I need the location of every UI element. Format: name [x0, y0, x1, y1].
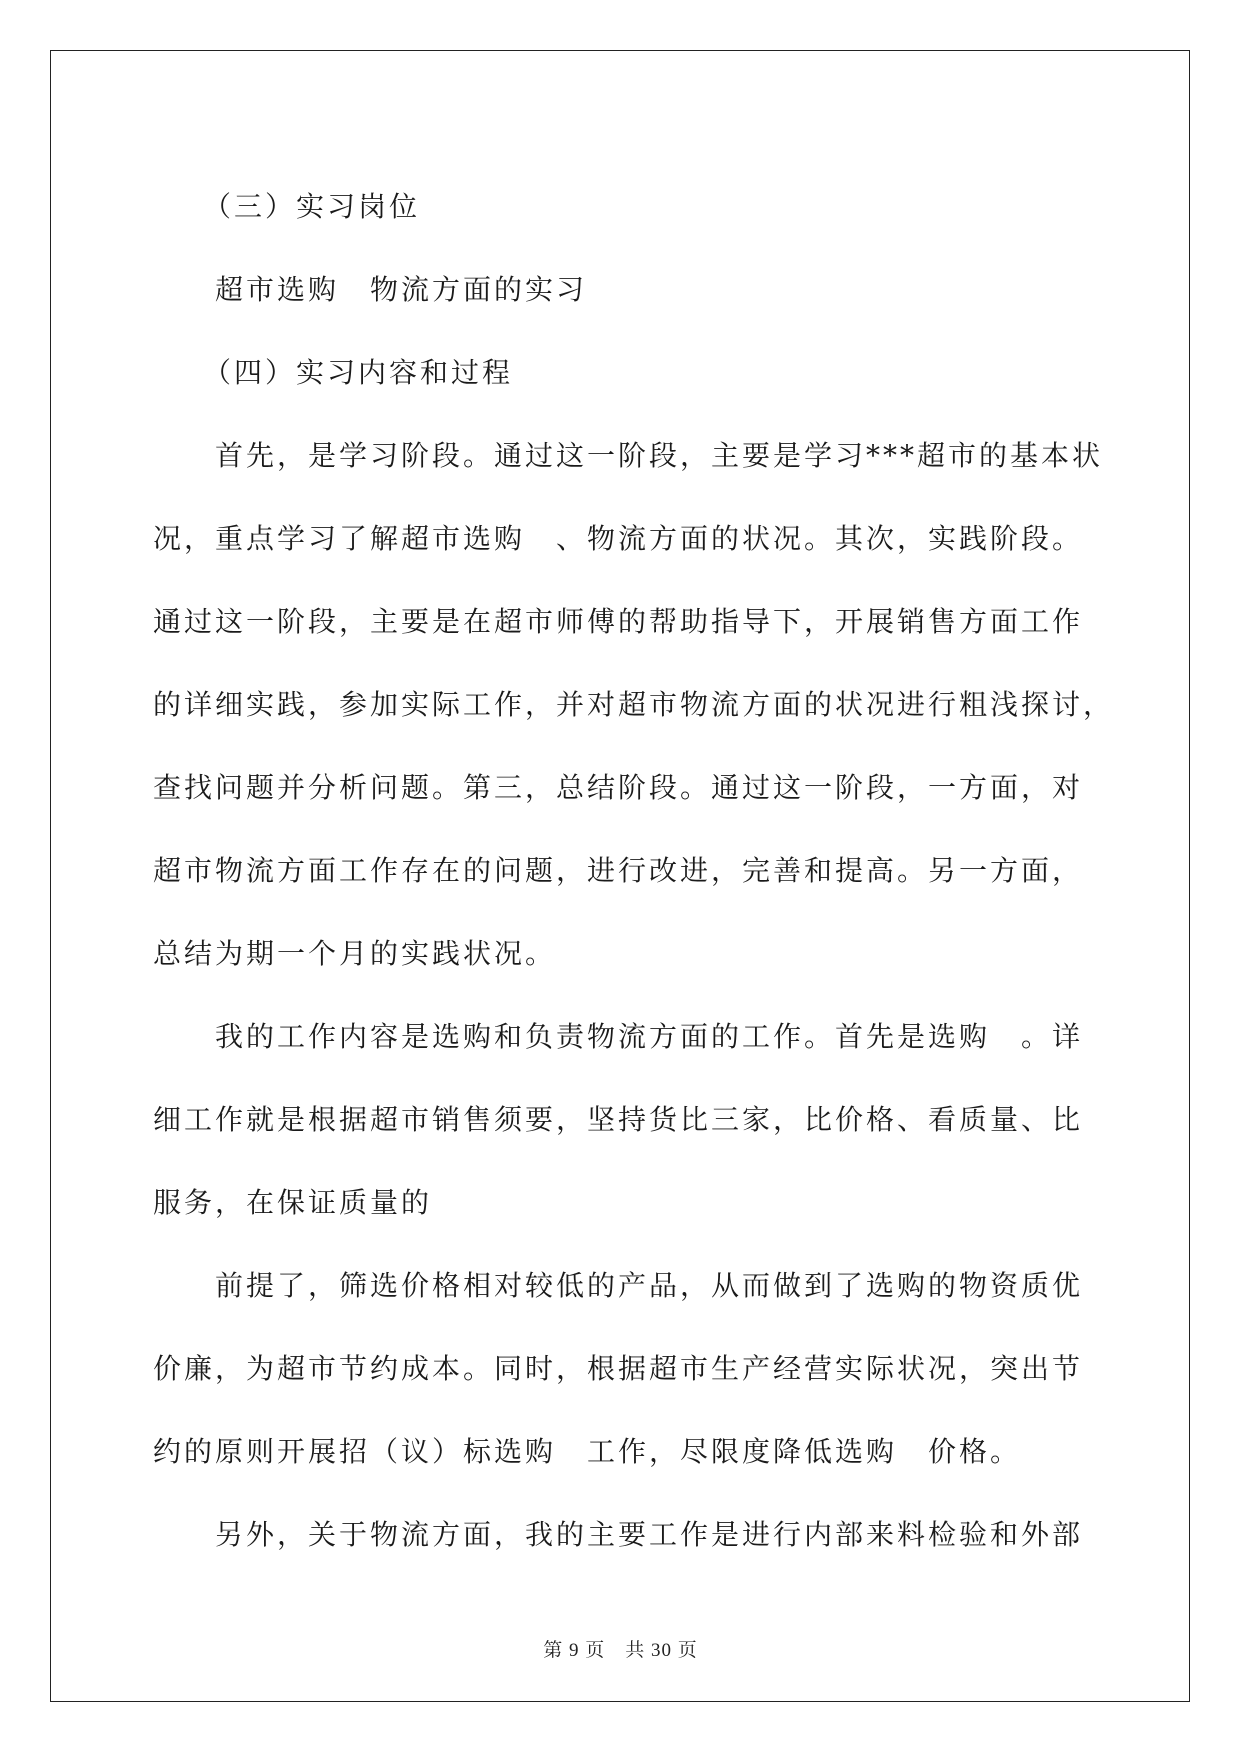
paragraph-line: 另外，关于物流方面，我的主要工作是进行内部来料检验和外部 — [215, 1518, 1084, 1551]
paragraph-line: 的详细实践，参加实际工作，并对超市物流方面的状况进行粗浅探讨， — [153, 688, 1115, 721]
paragraph-line: 查找问题并分析问题。第三，总结阶段。通过这一阶段，一方面，对 — [153, 771, 1084, 804]
paragraph-line: 约的原则开展招（议）标选购 工作，尽限度降低选购 价格。 — [153, 1435, 1022, 1468]
paragraph-line: 前提了，筛选价格相对较低的产品，从而做到了选购的物资质优 — [215, 1269, 1084, 1302]
paragraph-line: 总结为期一个月的实践状况。 — [153, 937, 557, 970]
document-body — [153, 165, 1115, 1576]
paragraph-line: 首先，是学习阶段。通过这一阶段，主要是学习***超市的基本状 — [215, 439, 1104, 472]
page-number-footer: 第 9 页 共 30 页 — [543, 1640, 698, 1661]
section-heading-4: （四）实习内容和过程 — [203, 356, 514, 389]
paragraph-line: 价廉，为超市节约成本。同时，根据超市生产经营实际状况，突出节 — [153, 1352, 1084, 1385]
section-heading-3: （三）实习岗位 — [203, 190, 421, 223]
paragraph-line: 服务，在保证质量的 — [153, 1186, 433, 1219]
paragraph-line: 超市物流方面工作存在的问题，进行改进，完善和提高。另一方面， — [153, 854, 1084, 887]
paragraph-line: 通过这一阶段，主要是在超市师傅的帮助指导下，开展销售方面工作 — [153, 605, 1084, 638]
paragraph-line: 我的工作内容是选购和负责物流方面的工作。首先是选购 。详 — [215, 1020, 1084, 1053]
paragraph-line: 况，重点学习了解超市选购 、物流方面的状况。其次，实践阶段。 — [153, 522, 1084, 555]
paragraph-line: 细工作就是根据超市销售须要，坚持货比三家，比价格、看质量、比 — [153, 1103, 1084, 1136]
paragraph-line: 超市选购 物流方面的实习 — [215, 273, 588, 306]
